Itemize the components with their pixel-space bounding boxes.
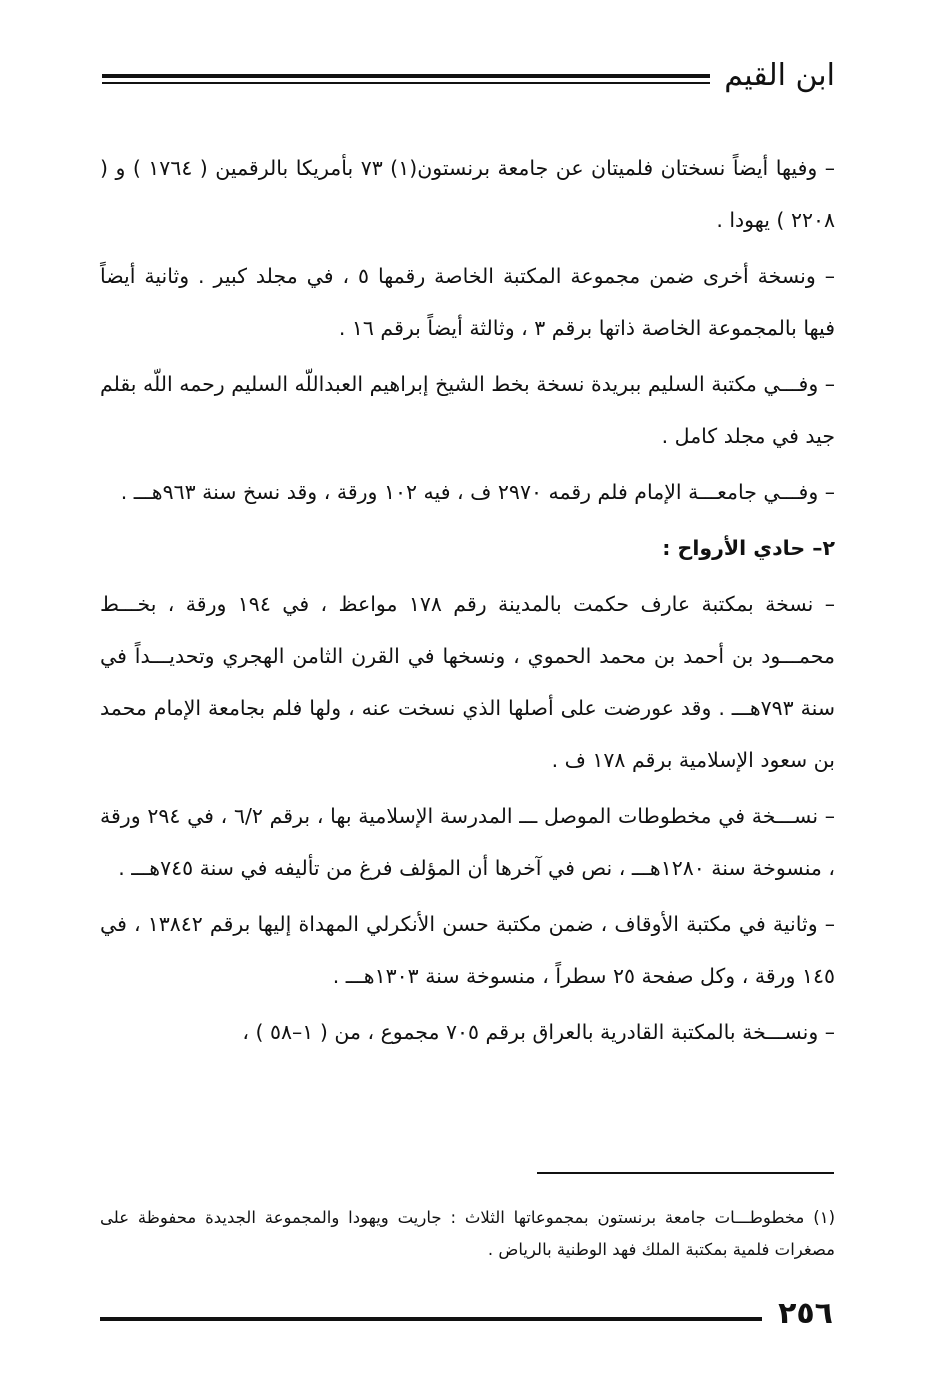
footer-rule <box>100 1317 762 1321</box>
header-rule-thin <box>102 82 710 84</box>
footnote-separator <box>537 1172 834 1174</box>
paragraph-mosul: – نســـخة في مخطوطات الموصل ـــ المدرسة الإسلامية بها ، برقم ٦/٢ ، في ٢٩٤ ورقة ، منسوخة سنة ١٢٨٠هـــ ، نص في آخرها أن المؤلف فرغ من تأليفه في سنة ٧٤٥هـــ . <box>100 804 835 880</box>
paragraph-qadiriya: – ونســـخة بالمكتبة القادرية بالعراق برقم ٧٠٥ مجموع ، من ( ١–٥٨ ) ، <box>242 1020 835 1044</box>
page-body <box>100 142 835 1062</box>
page-number: ٢٥٦ <box>778 1296 833 1331</box>
footnote: (١) مخطوطـــات جامعة برنستون بمجموعاتها الثلاث : جاريت ويهودا والمجموعة الجديدة محفوظة على مصغرات فلمية بمكتبة الملك فهد الوطنية بالرياض . <box>100 1208 835 1259</box>
paragraph-awqaf: – وثانية في مكتبة الأوقاف ، ضمن مكتبة حسن الأنكرلي المهداة إليها برقم ١٣٨٤٢ ، في ١٤٥ ورقة ، وكل صفحة ٢٥ سطراً ، منسوخة سنة ١٣٠٣هـــ . <box>100 912 835 988</box>
paragraph-princeton: – وفيها أيضاً نسختان فلميتان عن جامعة برنستون(١) ٧٣ بأمريكا بالرقمين ( ١٧٦٤ ) و ( ٢٢٠٨ ) يهودا . <box>100 156 836 232</box>
paragraph-private-collection: – ونسخة أخرى ضمن مجموعة المكتبة الخاصة رقمها ٥ ، في مجلد كبير . وثانية أيضاً فيها بالمجموعة الخاصة ذاتها برقم ٣ ، وثالثة أيضاً برقم ١٦ . <box>100 264 835 340</box>
paragraph-saleem-library: – وفـــي مكتبة السليم ببريدة نسخة بخط الشيخ إبراهيم العبداللّه السليم رحمه اللّه بقلم جيد في مجلد كامل . <box>100 372 835 448</box>
paragraph-imam-university: – وفـــي جامعـــة الإمام فلم رقمه ٢٩٧٠ ف ، فيه ١٠٢ ورقة ، وقد نسخ سنة ٩٦٣هـــ . <box>120 480 835 504</box>
header-rule-thick <box>102 74 710 78</box>
running-header-title: ابن القيم <box>724 58 835 93</box>
section-heading: ٢– حادي الأرواح : <box>662 536 835 560</box>
paragraph-arif-hikmat: – نسخة بمكتبة عارف حكمت بالمدينة رقم ١٧٨ مواعظ ، في ١٩٤ ورقة ، بخـــط محمـــود بن أحمد بن محمد الحموي ، ونسخها في القرن الثامن الهجري وتحديـــداً في سنة ٧٩٣هـــ . وقد عورضت على أصلها الذي نسخت عنه ، ولها فلم بجامعة الإمام محمد بن سعود الإسلامية برقم ١٧٨ ف . <box>100 592 836 772</box>
